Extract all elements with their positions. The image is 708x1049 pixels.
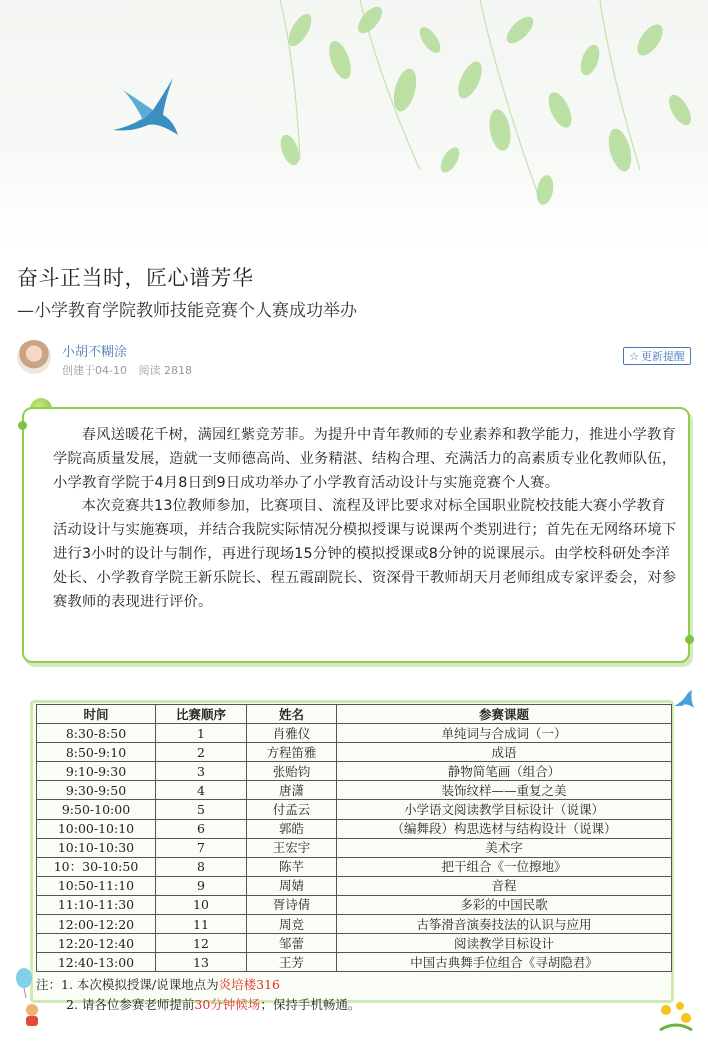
cell-time: 9:30-9:50 (37, 781, 156, 800)
cell-name: 邹蕾 (247, 934, 337, 953)
cell-order: 2 (156, 743, 247, 762)
table-row (37, 781, 672, 800)
table-row (37, 819, 672, 838)
intro-paragraph: 春风送暖花千树，满园红紫竞芳菲。为提升中青年教师的专业素养和教学能力，推进小学教育学院高质量发展，造就一支师德高尚、业务精湛、结构合理、充满活力的高素质专业化教师队伍，小学教育学院于4月8日到9日成功举办了小学教育活动设计与实施竞赛个人赛。 (53, 427, 677, 491)
cell-name: 王芳 (247, 953, 337, 972)
header-topic: 参赛课题 (337, 705, 672, 724)
table-row (37, 838, 672, 857)
table-row (37, 953, 672, 972)
cell-order: 1 (156, 724, 247, 743)
cell-name: 周竞 (247, 915, 337, 934)
cell-topic: 装饰纹样——重复之美 (337, 781, 672, 800)
cell-topic: （编舞段）构思选材与结构设计（说课） (337, 819, 672, 838)
note-2 (36, 995, 360, 1015)
header-order: 比赛顺序 (156, 705, 247, 724)
follow-button[interactable] (623, 347, 691, 365)
table-row (37, 934, 672, 953)
table-row (37, 762, 672, 781)
cell-order: 11 (156, 915, 247, 934)
read-count: 阅读 2818 (138, 364, 192, 377)
cell-topic: 把干组合《一位擦地》 (337, 857, 672, 876)
balloon-icon (14, 968, 38, 998)
cell-name: 胥诗倩 (247, 895, 337, 914)
schedule-notes (36, 975, 360, 1015)
cell-time: 10:10-10:30 (37, 838, 156, 857)
bird-icon (672, 688, 696, 712)
cell-topic: 静物简笔画（组合） (337, 762, 672, 781)
child-icon (18, 1002, 48, 1032)
intro-card (22, 407, 690, 663)
follow-label: 更新提醒 (640, 350, 685, 363)
cell-name: 王宏宇 (247, 838, 337, 857)
cell-order: 4 (156, 781, 247, 800)
article-subtitle: —小学教育学院教师技能竞赛个人赛成功举办 (17, 301, 357, 321)
cell-time: 10:00-10:10 (37, 819, 156, 838)
cell-order: 6 (156, 819, 247, 838)
schedule-table (36, 704, 672, 972)
cell-topic: 小学语文阅读教学目标设计（说课） (337, 800, 672, 819)
cell-name: 周婧 (247, 876, 337, 895)
hero-banner (0, 0, 708, 250)
cell-name: 付孟云 (247, 800, 337, 819)
cell-time: 12:00-12:20 (37, 915, 156, 934)
cell-topic: 古筝滑音演奏技法的认识与应用 (337, 915, 672, 934)
cell-name: 郭皓 (247, 819, 337, 838)
note-highlight: 30分钟候场 (194, 997, 261, 1012)
cell-name: 唐潇 (247, 781, 337, 800)
cell-topic: 成语 (337, 743, 672, 762)
header-name: 姓名 (247, 705, 337, 724)
cell-name: 陈芊 (247, 857, 337, 876)
cell-time: 8:50-9:10 (37, 743, 156, 762)
note-1 (36, 975, 360, 995)
cell-time: 12:20-12:40 (37, 934, 156, 953)
table-row (37, 800, 672, 819)
table-row (37, 743, 672, 762)
cell-time: 8:30-8:50 (37, 724, 156, 743)
cell-time: 10:50-11:10 (37, 876, 156, 895)
cell-name: 张贻钧 (247, 762, 337, 781)
avatar[interactable] (17, 340, 51, 374)
cell-order: 8 (156, 857, 247, 876)
cell-order: 3 (156, 762, 247, 781)
cell-order: 12 (156, 934, 247, 953)
table-row (37, 895, 672, 914)
note-text: ；保持手机畅通。 (260, 997, 361, 1012)
cell-topic: 音程 (337, 876, 672, 895)
corner-dot-icon (685, 635, 694, 644)
cell-time: 9:50-10:00 (37, 800, 156, 819)
cell-order: 13 (156, 953, 247, 972)
cell-order: 9 (156, 876, 247, 895)
star-icon: ☆ (629, 349, 639, 363)
cell-name: 肖雅仪 (247, 724, 337, 743)
table-row (37, 857, 672, 876)
cell-topic: 多彩的中国民歌 (337, 895, 672, 914)
cell-time: 11:10-11:30 (37, 895, 156, 914)
cell-order: 5 (156, 800, 247, 819)
cell-topic: 中国古典舞手位组合《寻胡隐君》 (337, 953, 672, 972)
intro-paragraph: 本次竞赛共13位教师参加，比赛项目、流程及评比要求对标全国职业院校技能大赛小学教育活动设计与实施赛项，并结合我院实际情况分模拟授课与说课两个类别进行；首先在无网络环境下进行3小时的设计与制作，再进行现场15分钟的模拟授课或8分钟的说课展示。由学校科研处李洋处长、小学教育学院王新乐院长、程五霞副院长、资深骨干教师胡天月老师组成专家评委会，对参赛教师的表现进行评价。 (53, 498, 677, 610)
cell-topic: 阅读教学目标设计 (337, 934, 672, 953)
cell-time: 9:10-9:30 (37, 762, 156, 781)
author-name[interactable]: 小胡不糊涂 (62, 345, 128, 360)
cell-time: 10：30-10:50 (37, 857, 156, 876)
corner-dot-icon (18, 421, 27, 430)
cell-order: 7 (156, 838, 247, 857)
schedule-body (37, 724, 672, 972)
table-row (37, 876, 672, 895)
note-text: 注：1. 本次模拟授课/说课地点为 (36, 977, 219, 992)
table-row (37, 915, 672, 934)
intro-content (53, 424, 679, 614)
cell-name: 方程笛雅 (247, 743, 337, 762)
note-text: 2. 请各位参赛老师提前 (66, 997, 195, 1012)
flower-icon (656, 998, 696, 1032)
table-row (37, 724, 672, 743)
article-title: 奋斗正当时，匠心谱芳华 (17, 266, 254, 290)
cell-topic: 美术字 (337, 838, 672, 857)
created-date: 创建于04-10 (62, 364, 127, 377)
cell-order: 10 (156, 895, 247, 914)
swallow-icon (103, 70, 183, 150)
note-highlight: 炎培楼316 (218, 977, 280, 992)
header-time: 时间 (37, 705, 156, 724)
cell-topic: 单纯词与合成词（一） (337, 724, 672, 743)
cell-time: 12:40-13:00 (37, 953, 156, 972)
article-meta (62, 362, 200, 378)
table-header-row (37, 705, 672, 724)
